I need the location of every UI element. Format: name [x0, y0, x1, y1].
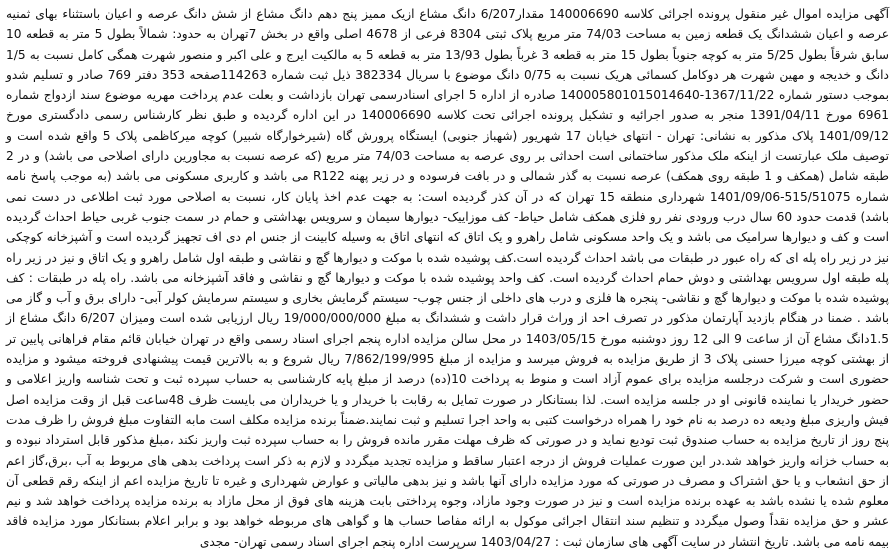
auction-notice-text: آگهی مزایده اموال غیر منقول پرونده اجرائی کلاسه 140006690 مقدار6/207 دانگ مشاع ازیک ممیز پنج دهم دانگ مشاع از شش دانگ عرصه و اعیان باستثناء بهای ثمنیه عرصه و اعیان ششدانگ یک قطعه زمین به مساحت 74/03 متر مربع پلاک ثبتی 8304 فرعی از 4678 اصلی واقع در بخش 7تهران به حدود: شمالاً بطول 5 متر به قطعه 10 سابق شرقاً بطول 5/25 متر به کوچه جنوباً بطول 15 متر به قطعه 3 غرباً بطول 13/93 متر به قطعه 5 به مالکیت ایرج و علی اکبر و منصور شهرت همگی کامل نسبت به 1/5 دانگ و خدیجه و مهین شهرت هر دوکامل کسمائی هریک نسبت به 0/75 دانگ موضوع با سریال 382334 ذیل ثبت شماره 114263صفحه 353 دفتر 769 صادر و تسلیم شدو بموجب دستور شماره 1367/11/22-140005801015014640 صادره از اداره 5 اجرای اسنادرسمی تهران بازداشت و بعلت عدم پرداخت مهریه موضوع سند ازدواج شماره 6961 مورخ 1391/04/11 منجر به صدور اجرائیه و تشکیل پرونده اجرائی تحت کلاسه 140006690 در این اداره گردیده و طبق نظر کارشناس رسمی دادگستری مورخ 1401/09/12 پلاک مذکور به نشانی: تهران - انتهای خیابان 17 شهریور (شهباز جنوبی) ایستگاه پرورش گاه (شیرخوارگاه شبیر) کوچه میرکاظمی پلاک 5 واقع شده است و توصیف ملک عبارتست از اینکه ملک مذکور ساختمانی است احداثی بر روی عرصه به مساحت 74/03 متر مربع (که عرصه نسبت به مجاورین دارای اصلاحی می باشد) و در 2 طبقه شامل (همکف و 1 طبقه روی همکف) عرصه نسبت به گذر شمالی و در بافت فرسوده و در زیر پهنه R122 می باشد و کاربری مسکونی می باشد (به موجب پاسخ نامه شماره 515/51075-1401/09/06 شهرداری منطقه 15 تهران که در آن کذر گردیده است: به جهت عدم اخذ پایان کار، نسبت به اصلاحی مورد ثبت اطلاعی در دست نمی باشد) قدمت حدود 60 سال درب ورودی نفر رو فلزی همکف شامل حیاط- کف موزاییک- دیوارها سیمان و سرویس بهداشتی و حمام در سمت جنوب غربی حیاط احداث گردیده است و کف و دیوارها سرامیک می باشد و یک واحد مسکونی شامل راهرو و یک اتاق که انتهای اتاق به وسیله کابینت از جنس ام دی اف تجهیز گردیده است و آشپزخانه کوچکی نیز در زیر راه پله ای که راه عبور در طبقات می باشد احداث گردیده است.کف پوشیده شده با موکت و دیوارها گچ و نقاشی و طبقه اول شامل راهرو و یک اتاق و نیز در زیر راه پله طبقه اول سرویس بهداشتی و دوش حمام احداث گردیده است. کف واحد پوشیده شده با موکت و دیوارها گچ و نقاشی و فاقد آشپزخانه می باشد. راه پله در طبقات : کف پوشیده شده با موکت و دیوارها گچ و نقاشی- پنجره ها فلزی و درب های داخلی از جنس چوب- سیستم گرمایش بخاری و سیستم سرمایش کولر آبی- دارای برق و آب و گاز می باشد . ضمنا در هنگام بازدید آپارتمان مذکور در تصرف احد از وراث قرار داشت و ششدانگ به مبلغ 19/000/000/000 ریال ارزیابی شده است ومیزان 6/207 دانگ مشاع از 1.5دانگ مشاع آن از ساعت 9 الی 12 روز دوشنبه مورخ 1403/05/15 در محل سالن مزایده اداره پنجم اجرای اسناد رسمی واقع در تهران خیابان قائم مقام فراهانی پایین تر از بهشتی کوچه میرزا حسنی پلاک 3 از طریق مزایده به فروش میرسد و مزایده از مبلغ 7/862/199/995 ریال شروع و به بالاترین قیمت پیشنهادی فروخته میشود و مزایده حضوری است و شرکت درجلسه مزایده برای عموم آزاد است و منوط به پرداخت 10(ده) درصد از مبلغ پایه کارشناسی به حساب سپرده ثبت و تحت شناسه واریز اعلامی و حضور خریدار یا نماینده قانونی او در جلسه مزایده است. لذا بستانکار در صورت تمایل به رقابت با خریدار و یا خریداران می بایست ظرف 48ساعت قبل از وقت مزایده اصل فیش واریزی مبلغ ودیعه ده درصد به نام خود را همراه درخواست کتبی به واحد اجرا تسلیم و ثبت نمایند.ضمناً برنده مزایده مکلف است مابه التفاوت مبلغ فروش را ظرف مدت پنج روز از تاریخ مزایده به حساب صندوق ثبت تودیع نماید و در صورتی که ظرف مهلت مقرر مانده فروش را به حساب سپرده ثبت واریز نکند ،مبلغ مذکور قابل استرداد نبوده و به حساب خزانه واریز خواهد شد.در این صورت عملیات فروش از درجه اعتبار ساقط و مزایده تجدید میگردد و لازم به ذکر است پرداخت بدهی های مربوط به آب ،برق،گاز اعم از حق انشعاب و یا حق اشتراک و مصرف در صورتی که مورد مزایده دارای آنها باشد و نیز بدهی مالیاتی و عوارض شهرداری و غیره تا تاریخ مزایده اعم از اینکه رقم قطعی آن معلوم شده یا نشده باشد به عهده برنده مزایده است و نیز در صورت وجود مازاد، وجوه پرداختی بابت هزینه های فوق از محل مازاد به برنده مزایده پرداخت خواهد شد و نیم عشر و حق مزایده نقداً وصول میگردد و تنظیم سند انتقال اجرائی موکول به ارائه مفاصا حساب ها و گواهی های مربوطه خواهد بود و برابر اعلام بستانکار مورد مزایده فاقد بیمه نامه می باشد. تاریخ انتشار در سایت آگهی های سازمان ثبت : 1403/04/27 سرپرست اداره پنجم اجرای اسناد رسمی تهران- مجدی	[6, 7, 890, 549]
